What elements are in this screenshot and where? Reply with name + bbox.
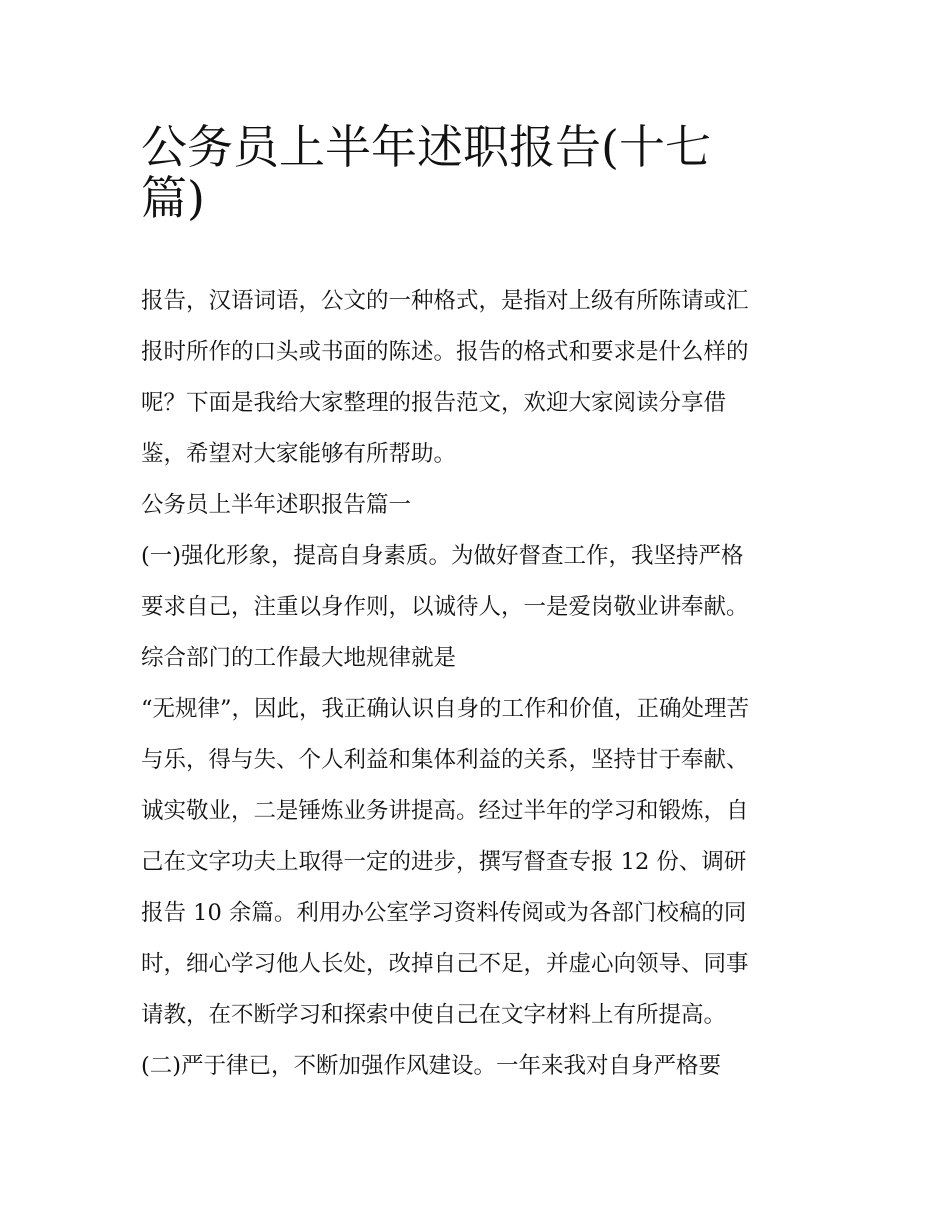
paragraph-line: 要求自己，注重以身作则，以诚待人，一是爱岗敬业讲奉献。 xyxy=(141,594,749,620)
intro-line: 报告，汉语词语，公文的一种格式，是指对上级有所陈请或汇 xyxy=(141,288,749,314)
paragraph-line: 时，细心学习他人长处，改掉自己不足，并虚心向领导、同事 xyxy=(141,951,749,977)
paragraph-line: 请教，在不断学习和探索中使自己在文字材料上有所提高。 xyxy=(141,1002,727,1028)
intro-line: 报时所作的口头或书面的陈述。报告的格式和要求是什么样的 xyxy=(141,339,749,365)
paragraph-line: 诚实敬业，二是锤炼业务讲提高。经过半年的学习和锻炼，自 xyxy=(141,798,749,824)
title-line: 篇) xyxy=(141,171,205,225)
paragraph-line: 报告 10 余篇。利用办公室学习资料传阅或为各部门校稿的同 xyxy=(141,900,747,926)
paragraph-line: (一)强化形象，提高自身素质。为做好督查工作，我坚持严格 xyxy=(141,543,744,569)
paragraph-line: “无规律”，因此，我正确认识自身的工作和价值，正确处理苦 xyxy=(141,696,750,722)
document-title xyxy=(141,108,821,225)
paragraph-line: 己在文字功夫上取得一定的进步，撰写督查专报 12 份、调研 xyxy=(141,849,747,875)
paragraph-line: 综合部门的工作最大地规律就是 xyxy=(141,645,457,671)
title-line: 公务员上半年述职报告(十七 xyxy=(141,120,711,174)
section-heading: 公务员上半年述职报告篇一 xyxy=(141,492,412,518)
intro-line: 呢？下面是我给大家整理的报告范文，欢迎大家阅读分享借 xyxy=(141,390,727,416)
paragraph-line: (二)严于律已，不断加强作风建设。一年来我对自身严格要 xyxy=(141,1053,722,1079)
paragraph-line: 与乐，得与失、个人利益和集体利益的关系，坚持甘于奉献、 xyxy=(141,747,749,773)
document-body xyxy=(141,276,813,1092)
intro-line: 鉴，希望对大家能够有所帮助。 xyxy=(141,441,457,467)
